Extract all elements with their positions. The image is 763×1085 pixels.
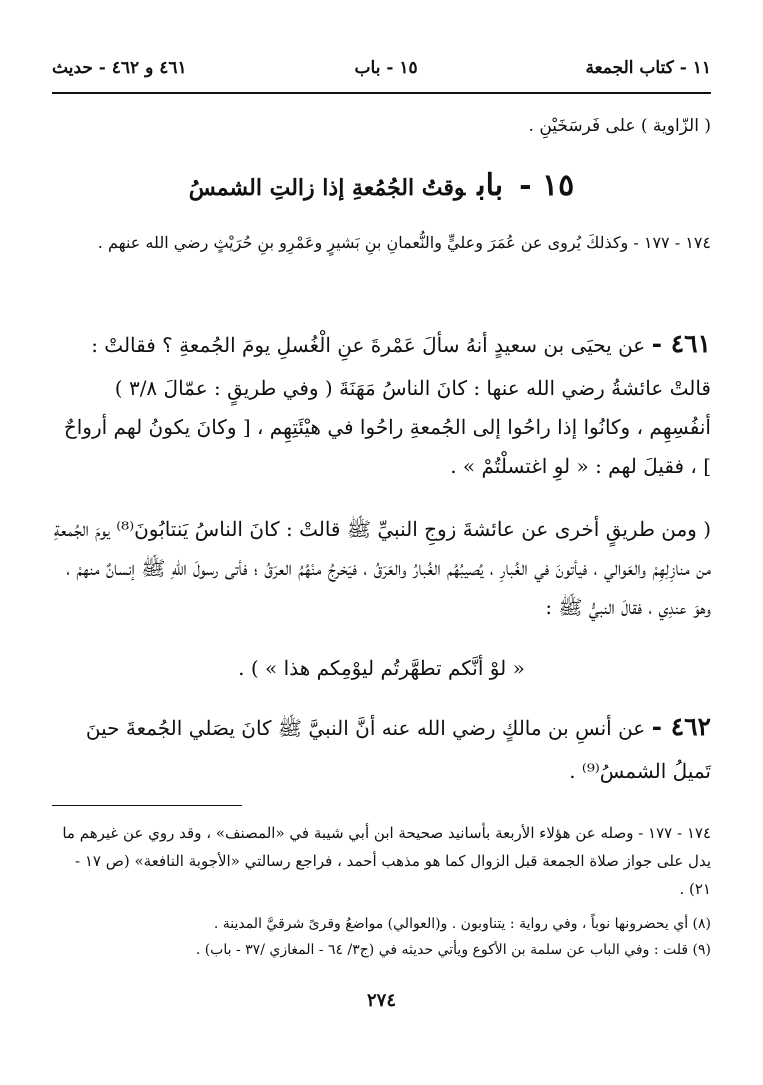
- footnote-8: (٨) أي يحضرونها نوباً ، وفي رواية : يتناوبون . و(العوالي) مواضعُ وقرىً شرقيَّ المدينة .: [213, 916, 711, 932]
- header-chapter: ١٥ - باب: [354, 58, 418, 78]
- chapter-heading: [52, 168, 711, 203]
- header-rule: [52, 92, 711, 94]
- chapter-word: باب: [477, 168, 504, 203]
- hadith-461-text: عن يحيَى بن سعيدٍ أنهُ سألَ عَمْرةَ عنِ الْغُسلِ يومَ الجُمعةِ ؟ فقالتْ : قالتْ عائشةُ رضي الله عنها : كانَ الناسُ مَهَنَةَ ( وفي طريقٍ : عمّالَ ٣/٨ ) أنفُسِهِم ، وكانُوا إذا راحُوا إلى الجُمعةِ راحُوا في هيْئَتِهِم ، [ وكانَ يكونُ لهم أرواحٌ ] ، فقيلَ لهم : « لوِ اغتسلْتُمْ » .: [63, 333, 711, 478]
- chapter-number: ١٥ -: [519, 168, 575, 203]
- note-174-177: ١٧٤ - ١٧٧ - وكذلكَ يُروى عن عُمَرَ وعليٍّ والنُّعمانِ بنِ بَشيرٍ وعَمْرِو بنِ حُرَيْثٍ رضي الله عنهم .: [97, 233, 711, 252]
- chapter-title: وقتُ الجُمُعةِ إذا زالتِ الشمسُ: [188, 175, 466, 201]
- footnote-174-177: ١٧٤ - ١٧٧ - وصله عن هؤلاء الأربعة بأسانيد صحيحة ابن أبي شيبة في «المصنف» ، وقد روي عن غيرهم ما يدل على جواز صلاة الجمعة قبل الزوال كما هو مذهب أحمد ، فراجع رسالتي «الأجوبة النافعة» (ص ١٧ - ٢١) .: [62, 824, 711, 898]
- running-header: [52, 50, 711, 86]
- hadith-462: [52, 703, 711, 791]
- hadith-461: [52, 320, 711, 486]
- header-hadith-range: ٤٦١ و ٤٦٢ - حديث: [52, 58, 187, 78]
- page-number: ٢٧٤: [366, 990, 396, 1011]
- header-book-title: ١١ - كتاب الجمعة: [585, 58, 711, 78]
- footnote-rule: [52, 805, 242, 806]
- hadith-462-text: عن أنسِ بن مالكٍ رضي الله عنه أنَّ النبيَّ ﷺ كانَ يصَلي الجُمعةَ حينَ تَميلُ الشمسُ⁽⁹⁾ .: [85, 716, 711, 783]
- hadith-461-number: ٤٦١ -: [651, 329, 711, 358]
- footnote-9: (٩) قلت : وفي الباب عن سلمة بن الأكوع ويأتي حديثه في (ج٣/ ٦٤ - المغازي /٣٧ - باب) .: [195, 942, 711, 958]
- alternate-route-closing: « لوْ أنَّكم تطهَّرتُم ليوْمِكم هذا » ) .: [238, 656, 525, 680]
- alternate-route-text: ( ومن طريقٍ أخرى عن عائشةَ زوجِ النبيِّ ﷺ قالتْ : كانَ الناسُ يَنتابُونَ⁽⁸⁾ يومَ الجُمعةِ من منازِلِهِمْ والعَوالي ، فيأتونَ في الغُبارِ ، يُصيبُهُم الغُبارُ والعَرَقُ ، فيَخرجُ منْهُمُ العرَقُ ؛ فأتى رسولَ اللهِ ﷺ إنسانٌ منهمْ ، وهوَ عندِي ، فقالَ النبيُّ ﷺ :: [53, 517, 711, 619]
- previous-text-continuation: ( الزّاوية ) على فَرسَخَيْنِ .: [528, 116, 711, 136]
- hadith-462-number: ٤٦٢ -: [651, 712, 711, 741]
